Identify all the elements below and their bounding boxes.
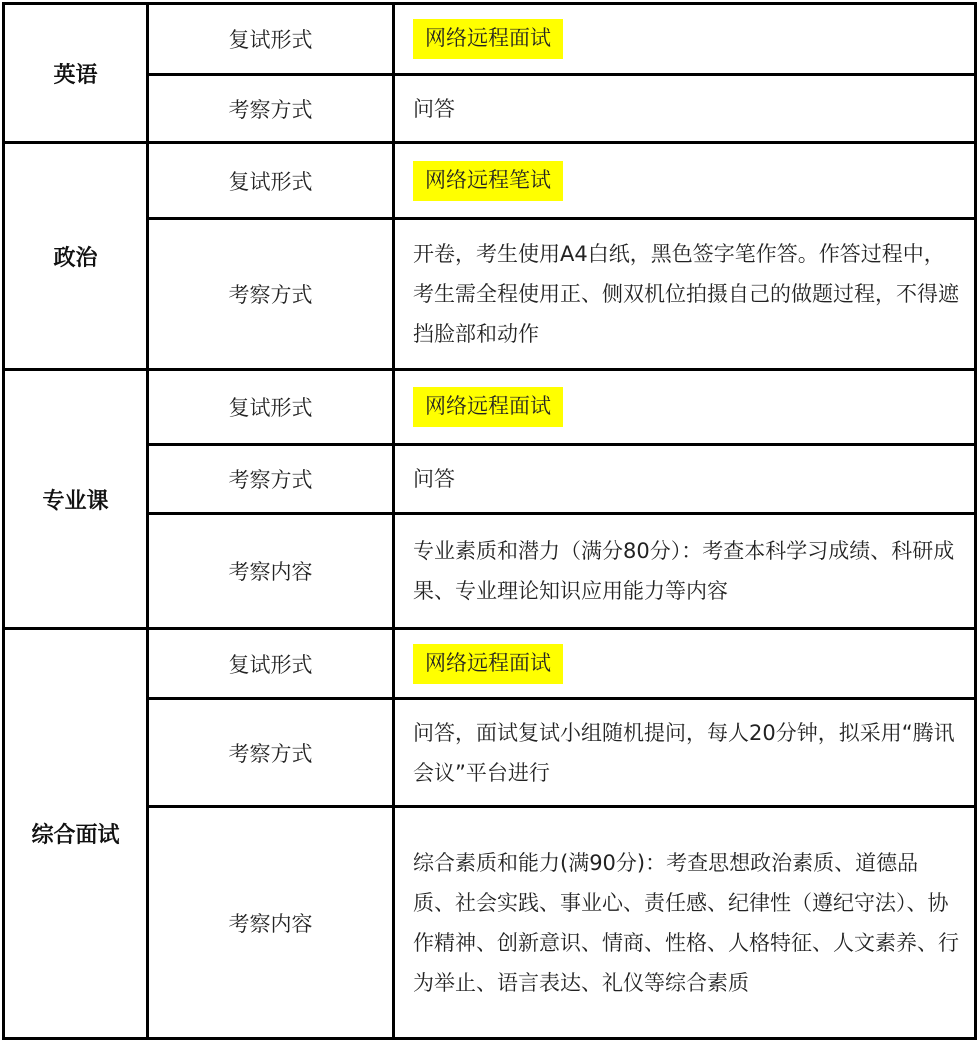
row-label [149, 808, 395, 1037]
row-label [149, 446, 395, 515]
value-text: 综合素质和能力(满90分)：考查思想政治素质、道德品质、社会实践、事业心、责任感、纪律性（遵纪守法）、协作精神、创新意识、情商、性格、人格特征、人文素养、行为举止、语言表达、礼仪等综合素质 [413, 850, 959, 995]
row-label [149, 144, 395, 220]
value-text: 问答，面试复试小组随机提问，每人20分钟，拟采用“腾讯会议”平台进行 [413, 720, 955, 785]
label-text: 复试形式 [228, 396, 313, 420]
subject-comprehensive-interview [5, 630, 149, 1037]
value-text: 专业素质和潜力（满分80分）：考查本科学习成绩、科研成果、专业理论知识应用能力等内容 [413, 539, 955, 603]
row-label [149, 371, 395, 446]
subject-label: 专业课 [42, 488, 109, 514]
label-text: 考察方式 [228, 283, 313, 307]
row-value [395, 808, 974, 1037]
row-value [395, 220, 974, 371]
value-text: 问答 [413, 96, 455, 121]
highlighted-value: 网络远程笔试 [413, 161, 563, 201]
row-label [149, 515, 395, 630]
highlighted-value: 网络远程面试 [413, 644, 563, 684]
table-grid [5, 5, 974, 1037]
label-text: 复试形式 [228, 28, 313, 52]
row-value [395, 5, 974, 76]
row-label [149, 76, 395, 144]
subject-major [5, 371, 149, 630]
label-text: 考察方式 [228, 741, 313, 766]
row-value [395, 446, 974, 515]
row-label [149, 220, 395, 371]
row-value [395, 700, 974, 808]
subject-politics [5, 144, 149, 371]
row-value [395, 515, 974, 630]
row-value [395, 630, 974, 700]
label-text: 考察内容 [228, 911, 313, 936]
row-label [149, 700, 395, 808]
row-label [149, 630, 395, 700]
subject-label: 政治 [53, 245, 98, 271]
highlighted-value: 网络远程面试 [413, 387, 563, 427]
value-text: 问答 [413, 467, 455, 491]
subject-label: 英语 [53, 62, 98, 88]
label-text: 考察方式 [228, 468, 313, 492]
row-value [395, 76, 974, 144]
row-value [395, 144, 974, 220]
highlighted-value: 网络远程面试 [413, 19, 563, 59]
label-text: 复试形式 [228, 169, 313, 194]
row-label [149, 5, 395, 76]
retest-table [2, 2, 977, 1040]
label-text: 考察内容 [228, 560, 313, 584]
row-value [395, 371, 974, 446]
subject-label: 综合面试 [31, 823, 120, 848]
subject-english [5, 5, 149, 144]
label-text: 考察方式 [228, 97, 313, 122]
value-text: 开卷，考生使用A4白纸，黑色签字笔作答。作答过程中，考生需全程使用正、侧双机位拍摄自己的做题过程，不得遮挡脸部和动作 [413, 242, 959, 346]
label-text: 复试形式 [228, 652, 313, 677]
